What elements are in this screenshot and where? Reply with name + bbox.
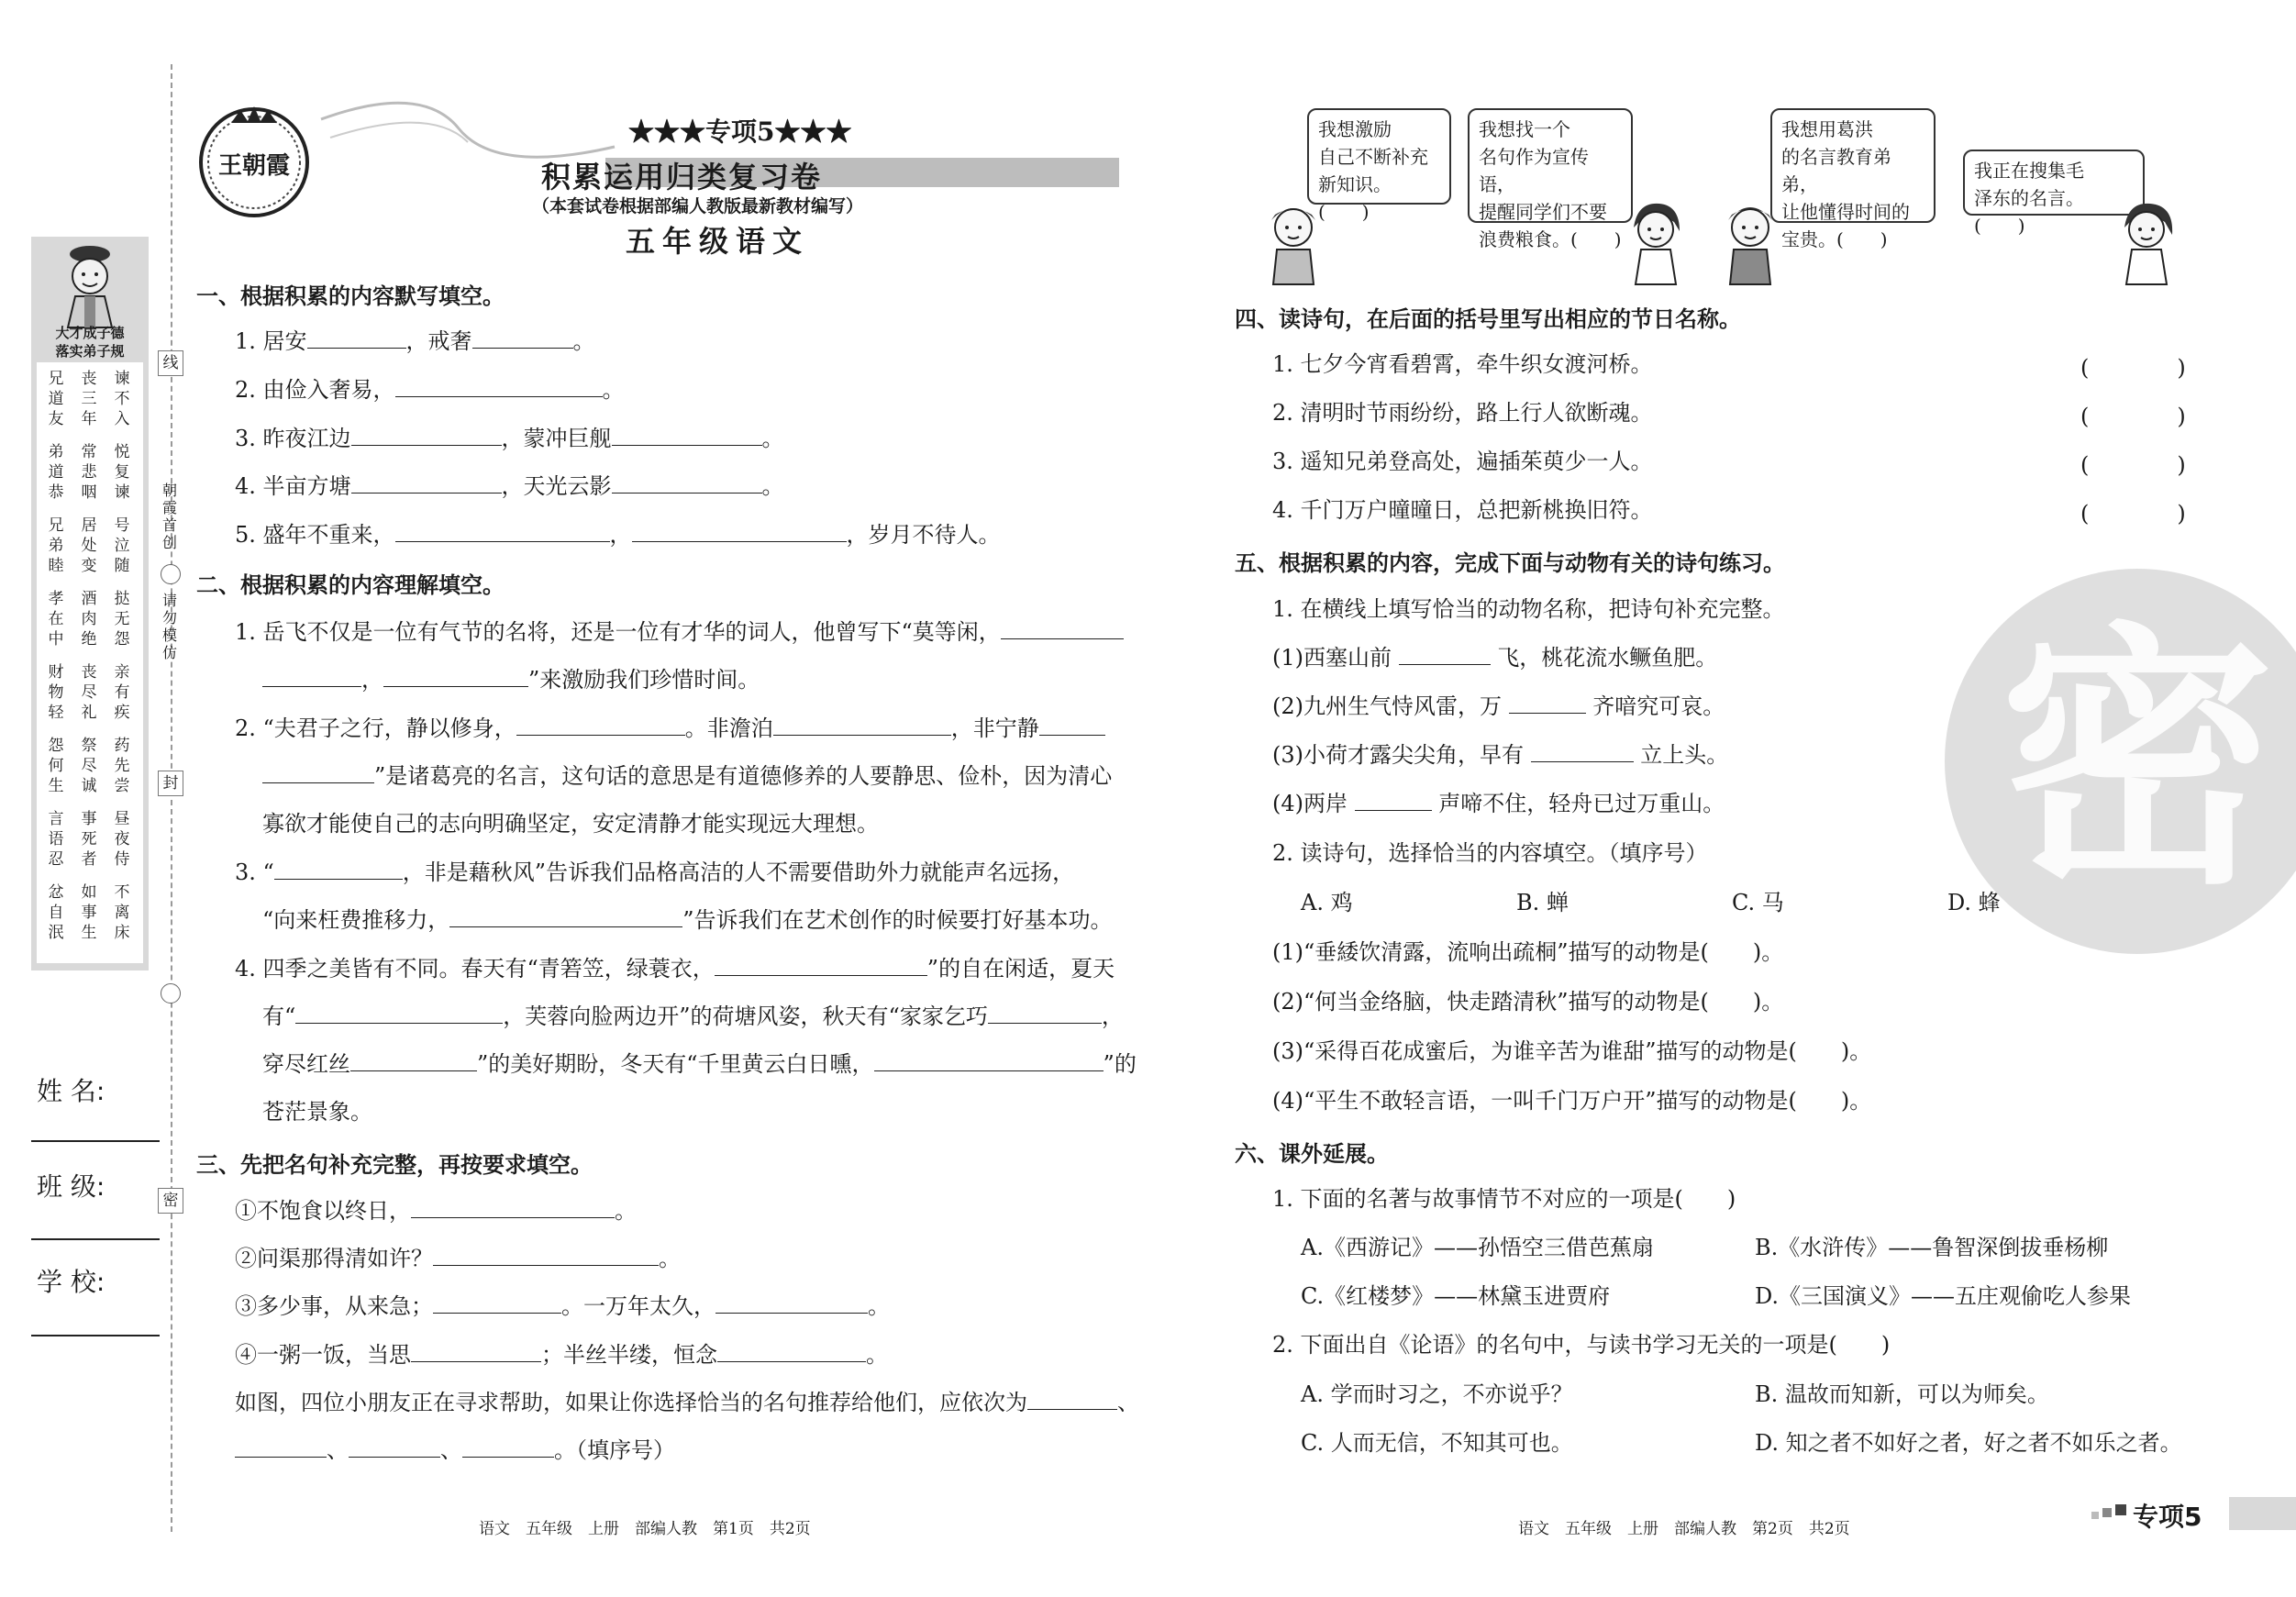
answer-blank[interactable] <box>612 427 762 446</box>
school-field[interactable] <box>31 1335 160 1336</box>
boy-illustration-1 <box>1257 194 1330 286</box>
watermark-text: 密 <box>2000 601 2275 921</box>
s6-q2-opt-b: B. 温故而知新，可以为师矣。 <box>1755 1381 2049 1407</box>
s6-q2-opt-d: D. 知之者不如好之者，好之者不如乐之者。 <box>1755 1430 2182 1456</box>
logo-text: 王朝霞 <box>217 152 290 180</box>
s2-q3-line1: 3. “ ，非是藉秋风”告诉我们品格高洁的人不需要借助外力就能声名远扬， <box>235 859 1075 885</box>
answer-blank[interactable] <box>274 861 403 880</box>
girl-illustration-1 <box>1619 194 1692 286</box>
answer-blank[interactable] <box>350 1053 477 1071</box>
s3-question-line1: 如图，四位小朋友正在寻求帮助，如果让你选择恰当的名句推荐给他们，应依次为 、 <box>235 1390 1139 1415</box>
s1-item-1: 1. 居安 ，戒奢 。 <box>235 328 595 354</box>
poem-column: 亲有疾 <box>114 663 130 722</box>
s3-item-2: ②问渠那得清如许？ 。 <box>235 1246 681 1271</box>
binding-mark-mi: 密 <box>158 1188 183 1214</box>
motto-line-2: 落实弟子规 <box>55 343 125 360</box>
s3-question-line2: 、 、 。（填序号） <box>235 1436 675 1465</box>
s4-item-2: 2. 清明时节雨纷纷，路上行人欲断魂。 <box>1272 400 1653 426</box>
left-page-footer: 语文 五年级 上册 部编人教 第1页 共2页 <box>479 1520 811 1538</box>
name-label: 姓 名: <box>37 1076 105 1106</box>
s1-item-3: 3. 昨夜江边 ，蒙冲巨舰 。 <box>235 426 784 451</box>
s4-item-3: 3. 遥知兄弟登高处，遍插茱萸少一人。 <box>1272 449 1653 474</box>
answer-blank[interactable] <box>715 958 927 976</box>
answer-blank[interactable] <box>449 909 682 927</box>
s5-choice-1: (1)“垂緌饮清露，流响出疏桐”描写的动物是( )。 <box>1272 939 1784 965</box>
answer-blank[interactable] <box>349 1439 440 1458</box>
speech-bubble-1: 我想激励 自己不断补充 新知识。( ) <box>1307 108 1451 205</box>
s5-option-d: D. 蜂 <box>1947 890 2001 915</box>
s1-item-2: 2. 由俭入奢易， 。 <box>235 377 625 403</box>
poem-column: 言语忍 <box>48 810 64 869</box>
binding-mark-xian: 线 <box>158 350 183 376</box>
answer-blank[interactable] <box>462 1439 554 1458</box>
s1-item-4: 4. 半亩方塘 ，天光云影 。 <box>235 473 784 499</box>
motto-line-1: 大才成子德 <box>55 325 125 341</box>
answer-blank[interactable] <box>262 765 374 783</box>
binding-circle-2 <box>161 983 181 1004</box>
s5-fill-3: (3)小荷才露尖尖角，早有 立上头。 <box>1272 742 1729 768</box>
exam-subtitle: （本套试卷根据部编人教版最新教材编写） <box>532 196 864 216</box>
answer-blank[interactable] <box>433 1248 659 1266</box>
poem-column: 忿自泯 <box>48 883 64 942</box>
s6-q2-opt-c: C. 人而无信，不知其可也。 <box>1301 1430 1573 1456</box>
poem-column: 如事生 <box>81 883 97 942</box>
grade-subject: 五年级语文 <box>626 224 810 259</box>
s5-option-b: B. 蝉 <box>1516 890 1569 915</box>
s1-item-5: 5. 盛年不重来， ， ，岁月不待人。 <box>235 522 1001 548</box>
class-field[interactable] <box>31 1238 160 1240</box>
poem-column: 兄道友 <box>48 370 64 428</box>
corner-decor-squares <box>2091 1504 2128 1523</box>
s4-answer-4[interactable]: ( ) <box>2080 501 2186 527</box>
s2-q4-line2: 有“ ，芙蓉向脸两边开”的荷塘风姿，秋天有“家家乞巧 ， <box>262 1004 1124 1029</box>
poem-column: 号泣随 <box>114 516 130 575</box>
answer-blank[interactable] <box>262 669 361 687</box>
binding-dashed-line <box>171 64 172 1532</box>
s5-choice-2: (2)“何当金络脑，快走踏清秋”描写的动物是( )。 <box>1272 989 1784 1015</box>
corner-bar <box>2229 1497 2296 1530</box>
s5-fill-1: (1)西塞山前 飞，桃花流水鳜鱼肥。 <box>1272 645 1718 671</box>
poem-column: 昼夜侍 <box>114 810 130 869</box>
s6-q2: 2. 下面出自《论语》的名句中，与读书学习无关的一项是( ) <box>1272 1332 1891 1358</box>
s4-answer-3[interactable]: ( ) <box>2080 452 2186 478</box>
answer-blank[interactable] <box>715 1295 868 1314</box>
answer-blank[interactable] <box>632 524 847 542</box>
s4-answer-1[interactable]: ( ) <box>2080 355 2186 381</box>
s5-option-c: C. 马 <box>1732 890 1784 915</box>
s5-choice-3: (3)“采得百花成蜜后，为谁辛苦为谁甜”描写的动物是( )。 <box>1272 1038 1872 1064</box>
s2-q3-line2: “向来枉费推移力， ”告诉我们在艺术创作的时候要打好基本功。 <box>262 907 1113 933</box>
s2-q2-line1: 2. “夫君子之行，静以修身， 。非澹泊 ，非宁静 <box>235 714 1105 743</box>
answer-blank[interactable] <box>1399 647 1491 665</box>
binding-note-2: 请勿模仿 <box>161 592 177 661</box>
s5-sub1: 1. 在横线上填写恰当的动物名称，把诗句补充完整。 <box>1272 596 1785 622</box>
header-stars-label: ★★★专项5★★★ <box>628 116 852 147</box>
answer-blank[interactable] <box>351 475 502 494</box>
poem-column: 酒肉绝 <box>81 590 97 649</box>
s2-q2-line3: 寡欲才能使自己的志向明确坚定，安定清静才能实现远大理想。 <box>262 811 879 837</box>
poem-column: 怨何生 <box>48 737 64 795</box>
answer-blank[interactable] <box>1355 793 1432 811</box>
answer-blank[interactable] <box>395 379 603 397</box>
s2-q4-line1: 4. 四季之美皆有不同。春天有“青箬笠，绿蓑衣， ”的自在闲适，夏天 <box>235 956 1115 981</box>
poem-column: 弟道恭 <box>48 443 64 502</box>
s5-fill-4: (4)两岸 声啼不住，轻舟已过万重山。 <box>1272 791 1725 816</box>
poem-column: 兄弟睦 <box>48 516 64 575</box>
s6-q1-opt-a: A.《西游记》——孙悟空三借芭蕉扇 <box>1301 1235 1654 1260</box>
s6-q2-opt-a: A. 学而时习之，不亦说乎？ <box>1301 1381 1573 1407</box>
answer-blank[interactable] <box>874 1053 1104 1071</box>
poem-column: 孝在中 <box>48 590 64 649</box>
s3-item-3: ③多少事，从来急； 。一万年太久， 。 <box>235 1293 890 1319</box>
poem-column: 悦复谏 <box>114 443 130 502</box>
section-2-heading: 二、根据积累的内容理解填空。 <box>196 572 505 598</box>
poem-column: 财物轻 <box>48 663 64 722</box>
answer-blank[interactable] <box>411 1200 615 1218</box>
school-label: 学 校: <box>37 1267 105 1297</box>
speech-bubble-4: 我正在搜集毛 泽东的名言。( ) <box>1963 150 2145 216</box>
s6-q1: 1. 下面的名著与故事情节不对应的一项是( ) <box>1272 1186 1736 1212</box>
poem-column: 丧三年 <box>81 370 97 428</box>
s5-choice-4: (4)“平生不敢轻言语，一叫千门万户开”描写的动物是( )。 <box>1272 1088 1872 1114</box>
s3-item-4: ④一粥一饭，当思 ；半丝半缕，恒念 。 <box>235 1342 888 1368</box>
section-6-heading: 六、课外延展。 <box>1235 1141 1389 1167</box>
answer-blank[interactable] <box>411 1344 541 1362</box>
s6-q1-opt-b: B.《水浒传》——鲁智深倒拔垂杨柳 <box>1755 1235 2109 1260</box>
s4-item-1: 1. 七夕今宵看碧霄，牵牛织女渡河桥。 <box>1272 351 1653 377</box>
right-page-footer: 语文 五年级 上册 部编人教 第2页 共2页 <box>1518 1520 1850 1538</box>
boy-illustration-2 <box>1714 194 1787 286</box>
answer-blank[interactable] <box>773 717 951 736</box>
s4-item-4: 4. 千门万户曈曈日，总把新桃换旧符。 <box>1272 497 1653 523</box>
s5-option-a: A. 鸡 <box>1301 890 1353 915</box>
s2-q1-line1: 1. 岳飞不仅是一位有气节的名将，还是一位有才华的词人，他曾写下“莫等闲， <box>235 617 1124 647</box>
section-3-heading: 三、先把名句补充完整，再按要求填空。 <box>196 1152 593 1178</box>
answer-blank[interactable] <box>395 524 610 542</box>
poem-column: 谏不入 <box>114 370 130 428</box>
poem-column: 丧尽礼 <box>81 663 97 722</box>
scholar-illustration <box>53 243 127 330</box>
answer-blank[interactable] <box>1531 744 1634 762</box>
answer-blank[interactable] <box>1039 717 1105 736</box>
class-label: 班 级: <box>37 1171 105 1202</box>
s2-q4-line3: 穿尽红丝 ”的美好期盼，冬天有“千里黄云白日曛， ”的 <box>262 1051 1137 1077</box>
binding-circle-1 <box>161 564 181 584</box>
poem-column: 常悲咽 <box>81 443 97 502</box>
poem-column: 居处变 <box>81 516 97 575</box>
s5-fill-2: (2)九州生气恃风雷，万 齐喑究可哀。 <box>1272 693 1725 719</box>
poem-column: 事死者 <box>81 810 97 869</box>
s2-q2-line2: ”是诸葛亮的名言，这句话的意思是有道德修养的人要静思、俭朴，因为清心 <box>262 761 1112 791</box>
answer-blank[interactable] <box>235 1439 327 1458</box>
answer-blank[interactable] <box>1001 621 1124 639</box>
s2-q4-line4: 苍茫景象。 <box>262 1099 372 1125</box>
corner-label: 专项5 <box>2133 1502 2202 1532</box>
s6-q1-opt-c: C.《红楼梦》——林黛玉进贾府 <box>1301 1283 1611 1309</box>
s3-item-1: ①不饱食以终日， 。 <box>235 1198 637 1224</box>
poem-column: 挞无怨 <box>114 590 130 649</box>
s6-q1-opt-d: D.《三国演义》——五庄观偷吃人参果 <box>1755 1283 2132 1309</box>
s2-q1-line2: ， ”来激励我们珍惜时间。 <box>262 665 760 694</box>
answer-blank[interactable] <box>472 330 573 349</box>
speech-bubble-3: 我想用葛洪 的名言教育弟弟， 让他懂得时间的 宝贵。( ) <box>1770 108 1936 223</box>
answer-blank[interactable] <box>351 427 502 446</box>
s5-sub2: 2. 读诗句，选择恰当的内容填空。（填序号） <box>1272 840 1708 866</box>
section-4-heading: 四、读诗句，在后面的括号里写出相应的节日名称。 <box>1235 306 1741 332</box>
answer-blank[interactable] <box>717 1344 866 1362</box>
binding-mark-feng: 封 <box>158 771 183 796</box>
speech-bubble-2: 我想找一个 名句作为宣传语， 提醒同学们不要 浪费粮食。( ) <box>1468 108 1633 223</box>
poem-column: 祭尽诚 <box>81 737 97 795</box>
answer-blank[interactable] <box>1027 1392 1117 1410</box>
section-1-heading: 一、根据积累的内容默写填空。 <box>196 283 505 309</box>
answer-blank[interactable] <box>1509 695 1586 714</box>
binding-note-1: 朝霞首创 <box>161 482 177 551</box>
name-field[interactable] <box>31 1140 160 1142</box>
answer-blank[interactable] <box>612 475 762 494</box>
answer-blank[interactable] <box>383 669 528 687</box>
answer-blank[interactable] <box>295 1005 503 1024</box>
poem-column: 不离床 <box>114 883 130 942</box>
answer-blank[interactable] <box>516 717 685 736</box>
answer-blank[interactable] <box>988 1005 1102 1024</box>
s4-answer-2[interactable]: ( ) <box>2080 404 2186 429</box>
section-5-heading: 五、根据积累的内容，完成下面与动物有关的诗句练习。 <box>1235 550 1785 576</box>
exam-title: 积累运用归类复习卷 <box>541 160 823 194</box>
answer-blank[interactable] <box>433 1295 561 1314</box>
poem-column: 药先尝 <box>114 737 130 795</box>
answer-blank[interactable] <box>307 330 406 349</box>
girl-illustration-2 <box>2110 194 2183 286</box>
